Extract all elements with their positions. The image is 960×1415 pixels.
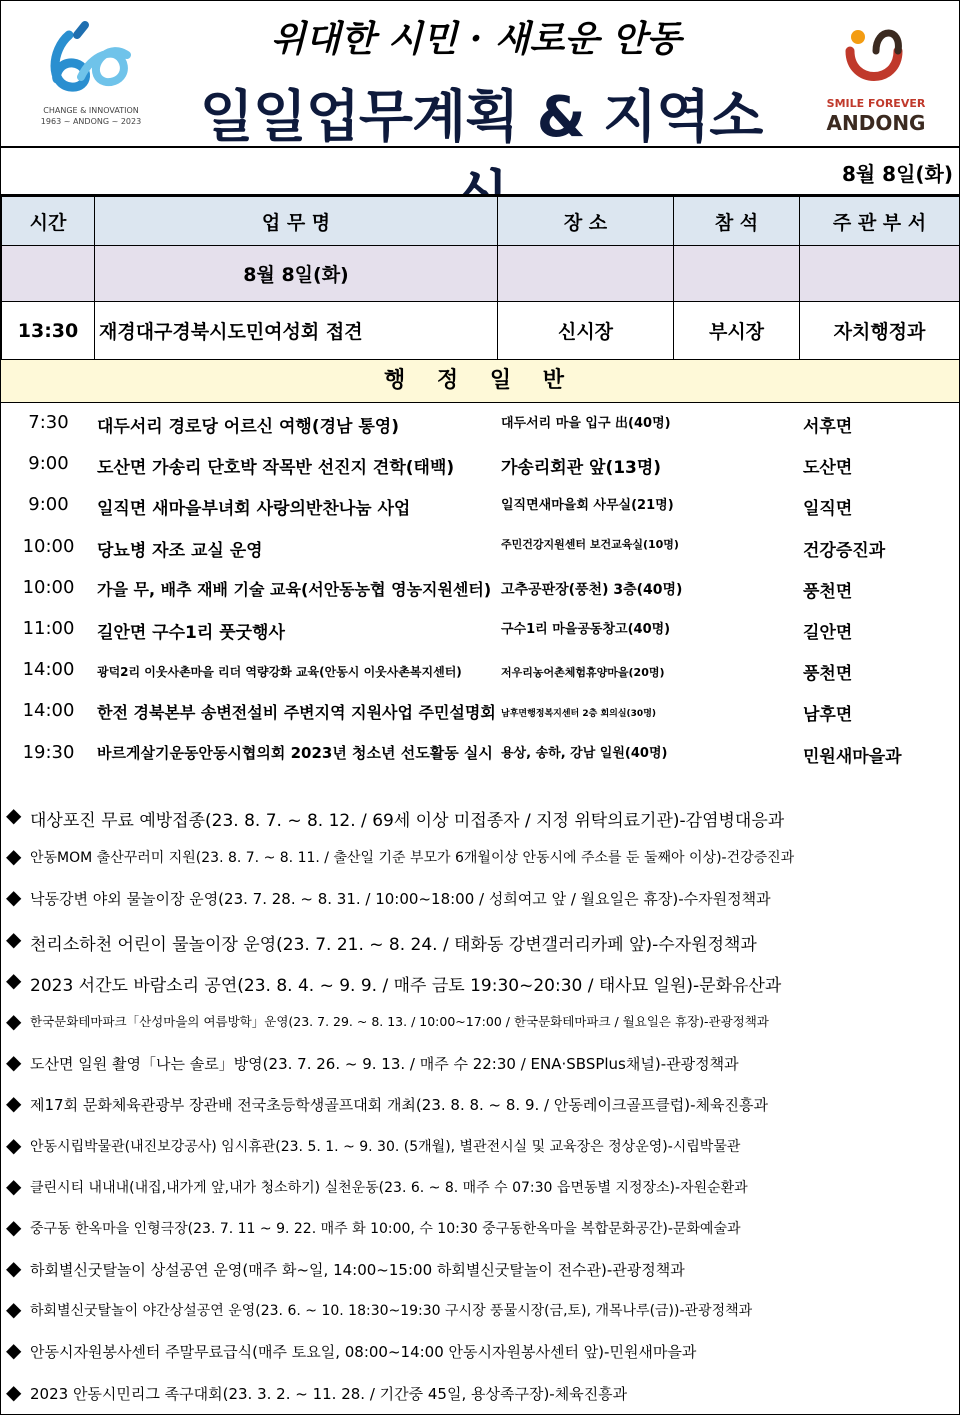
agenda-title: 한전 경북본부 송변전설비 주변지역 지원사업 주민설명회: [97, 703, 496, 723]
smile-emblem-icon: [836, 15, 916, 95]
col-header-dept: 주 관 부 서: [800, 197, 960, 246]
agenda-title: 바르게살기운동안동시협의회 2023년 청소년 선도활동 실시: [97, 743, 493, 762]
notice-text: 한국문화테마파크「산성마을의 여름방학」운영(23. 7. 29. ~ 8. 13. / 10:00~17:00 / 한국문화테마파크 / 월요일은 휴장)-관광정책과: [30, 1013, 769, 1029]
notice-text: 하회별신굿탈놀이 야간상설공연 운영(23. 6. ~ 10. 18:30~19:30 구시장 풍물시장(금,토), 개목나루(금))-관광정책과: [30, 1303, 753, 1320]
general-admin-bar: 행 정 일 반: [1, 360, 959, 403]
list-item: [6, 1372, 956, 1413]
diamond-bullet-icon: ◆: [6, 803, 22, 827]
agenda-title: 도산면 가송리 단호박 작목반 선진지 견학(태백): [97, 458, 455, 479]
agenda-title: 일직면 새마을부녀회 사랑의반찬나눔 사업: [97, 499, 411, 520]
event-place: 신시장: [498, 302, 674, 360]
logo-caption-2: 1963 ~ ANDONG ~ 2023: [40, 117, 142, 126]
agenda-place: 용상, 송하, 강남 일원(40명): [501, 745, 668, 761]
list-item: [6, 1125, 956, 1166]
diamond-bullet-icon: ◆: [6, 1050, 22, 1075]
page-title: 일일업무계획 & 지역소: [199, 85, 763, 150]
agenda-time: 10:00: [22, 576, 75, 598]
diamond-bullet-icon: ◆: [6, 844, 22, 869]
agenda-place: 남후면행정복지센터 2층 회의실(30명): [501, 709, 656, 720]
date-row: [1, 148, 959, 196]
list-item: [6, 1289, 956, 1330]
list-item: [6, 1207, 956, 1248]
table-row: [2, 302, 960, 360]
col-header-attendee: 참 석: [674, 197, 800, 246]
notice-text: 도산면 일원 촬영「나는 솔로」방영(23. 7. 26. ~ 9. 13. / 매주 수 22:30 / ENA·SBSPlus채널)-관광정책과: [30, 1055, 739, 1074]
list-item: [1, 527, 959, 568]
agenda-dept: 길안면: [803, 622, 853, 643]
notice-text: 대상포진 무료 예방접종(23. 8. 7. ~ 8. 12. / 69세 이상 미접종자 / 지정 위탁의료기관)-감염병대응과: [30, 811, 785, 831]
current-date: 8월 8일(화): [841, 162, 953, 186]
agenda-place: 가송리회관 앞(13명): [501, 458, 662, 479]
andong-60th-logo: [31, 15, 151, 125]
agenda-time: 9:00: [28, 453, 69, 475]
list-item: [1, 444, 959, 485]
notice-text: 안동시자원봉사센터 주말무료급식(매주 토요일, 08:00~14:00 안동시자원봉사센터 앞)-민원새마을과: [30, 1343, 697, 1362]
list-item: [1, 609, 959, 650]
list-item: [6, 1042, 956, 1083]
list-item: [1, 485, 959, 526]
agenda-time: 7:30: [28, 412, 69, 433]
agenda-title: 당뇨병 자조 교실 운영: [97, 540, 263, 561]
list-item: [6, 1166, 956, 1207]
agenda-place: 저우리농어촌체험휴양마을(20명): [501, 666, 665, 680]
agenda-time: 14:00: [22, 659, 75, 681]
logo-caption-smile: SMILE FOREVER: [826, 97, 926, 110]
agenda-title: 대두서리 경로당 어르신 여행(경남 통영): [97, 417, 399, 437]
agenda-list: [1, 403, 959, 774]
agenda-place: 주민건강지원센터 보건교육실(10명): [501, 537, 679, 551]
notice-text: 2023 안동시민리그 족구대회(23. 3. 2. ~ 11. 28. / 기간중 45일, 용상족구장)-체육진흥과: [30, 1384, 628, 1403]
list-item: [6, 795, 956, 836]
list-item: [6, 919, 956, 960]
agenda-place: 구수1리 마을공동창고(40명): [501, 621, 671, 637]
notice-text: 낙동강변 야외 물놀이장 운영(23. 7. 28. ~ 8. 31. / 10:00~18:00 / 성희여고 앞 / 월요일은 휴장)-수자원정책과: [30, 890, 771, 909]
agenda-time: 10:00: [22, 535, 75, 557]
list-item: [6, 960, 956, 1001]
col-header-place: 장 소: [498, 197, 674, 246]
schedule-table: [1, 196, 960, 360]
diamond-bullet-icon: ◆: [6, 1379, 22, 1404]
agenda-time: 11:00: [22, 617, 75, 639]
list-item: [1, 691, 959, 732]
logo-caption-1: CHANGE & INNOVATION: [43, 106, 139, 115]
agenda-dept: 풍천면: [803, 664, 853, 685]
agenda-time: 9:00: [28, 494, 69, 516]
diamond-bullet-icon: ◆: [6, 1132, 22, 1157]
event-attendee: 부시장: [674, 302, 800, 360]
col-header-task: 업 무 명: [95, 197, 498, 246]
notice-list: [6, 795, 956, 1413]
agenda-place: 일직면새마을회 사무실(21명): [501, 498, 674, 514]
notice-text: 천리소하천 어린이 물놀이장 운영(23. 7. 21. ~ 8. 24. / 태화동 강변갤러리카페 앞)-수자원정책과: [30, 934, 757, 955]
list-item: [1, 733, 959, 774]
agenda-dept: 민원새마을과: [803, 746, 902, 767]
agenda-dept: 서후면: [803, 417, 853, 437]
notice-text: 안동MOM 출산꾸러미 지원(23. 8. 7. ~ 8. 11. / 출산일 기준 부모가 6개월이상 안동시에 주소를 둔 둘째아 이상)-건강증진과: [30, 850, 795, 867]
agenda-place: 대두서리 마을 입구 出(40명): [501, 416, 671, 431]
list-item: [1, 568, 959, 609]
agenda-place: 고추공판장(풍천) 3층(40명): [501, 581, 683, 598]
table-date: 8월 8일(화): [95, 246, 498, 302]
agenda-dept: 일직면: [803, 499, 853, 520]
notice-text: 클린시티 내내내(내집,내가게 앞,내가 청소하기) 실천운동(23. 6. ~ 8. 매주 수 07:30 읍면동별 지정장소)-자원순환과: [30, 1179, 748, 1196]
list-item: [1, 403, 959, 444]
list-item: [6, 1001, 956, 1042]
agenda-time: 19:30: [22, 741, 75, 763]
agenda-dept: 도산면: [803, 458, 853, 479]
agenda-time: 14:00: [22, 700, 75, 722]
list-item: [1, 650, 959, 691]
agenda-title: 길안면 구수1리 풋굿행사: [97, 622, 285, 643]
event-time: 13:30: [2, 302, 95, 360]
diamond-bullet-icon: ◆: [6, 885, 22, 910]
agenda-dept: 건강증진과: [803, 540, 886, 561]
agenda-title: 광덕2리 이웃사촌마을 리더 역량강화 교육(안동시 이웃사촌복지센터): [97, 665, 462, 680]
list-item: [6, 836, 956, 877]
agenda-dept: 풍천면: [803, 581, 853, 602]
diamond-bullet-icon: ◆: [6, 1338, 22, 1363]
diamond-bullet-icon: ◆: [6, 1256, 22, 1281]
event-title: 재경대구경북시도민여성회 접견: [95, 302, 498, 360]
notice-text: 제17회 문화체육관광부 장관배 전국초등학생골프대회 개최(23. 8. 8. ~ 8. 9. / 안동레이크골프클럽)-체육진흥과: [30, 1096, 768, 1115]
agenda-dept: 남후면: [803, 705, 853, 726]
notice-text: 안동시립박물관(내진보강공사) 임시휴관(23. 5. 1. ~ 9. 30. (5개월), 별관전시실 및 교육장은 정상운영)-시립박물관: [30, 1138, 741, 1155]
list-item: [6, 877, 956, 918]
list-item: [6, 1248, 956, 1289]
event-dept: 자치행정과: [800, 302, 960, 360]
smile-forever-logo: [816, 15, 936, 135]
agenda-title: 가을 무, 배추 재배 기술 교육(서안동농협 영농지원센터): [97, 579, 492, 599]
sixty-emblem-icon: [31, 15, 151, 105]
notice-text: 2023 서간도 바람소리 공연(23. 8. 4. ~ 9. 9. / 매주 금토 19:30~20:30 / 태사묘 일원)-문화유산과: [30, 975, 782, 996]
col-header-time: 시간: [2, 197, 95, 246]
slogan: 위대한 시민 · 새로운 안동: [270, 18, 682, 60]
list-item: [6, 1083, 956, 1124]
logo-caption-andong: ANDONG: [826, 111, 926, 135]
diamond-bullet-icon: ◆: [6, 1173, 22, 1198]
diamond-bullet-icon: ◆: [6, 1091, 22, 1116]
diamond-bullet-icon: ◆: [6, 1214, 22, 1239]
table-date-row: [2, 246, 960, 302]
table-header-row: [2, 197, 960, 246]
notice-text: 중구동 한옥마을 인형극장(23. 7. 11 ~ 9. 22. 매주 화 10:00, 수 10:30 중구동한옥마을 복합문화공간)-문화예술과: [30, 1220, 741, 1237]
diamond-bullet-icon: ◆: [6, 926, 22, 951]
header: [1, 1, 959, 148]
notice-text: 하회별신굿탈놀이 상설공연 운영(매주 화~일, 14:00~15:00 하회별신굿탈놀이 전수관)-관광정책과: [30, 1261, 685, 1280]
diamond-bullet-icon: ◆: [6, 1297, 22, 1322]
diamond-bullet-icon: ◆: [6, 1008, 22, 1033]
diamond-bullet-icon: ◆: [6, 967, 22, 992]
list-item: [6, 1330, 956, 1371]
